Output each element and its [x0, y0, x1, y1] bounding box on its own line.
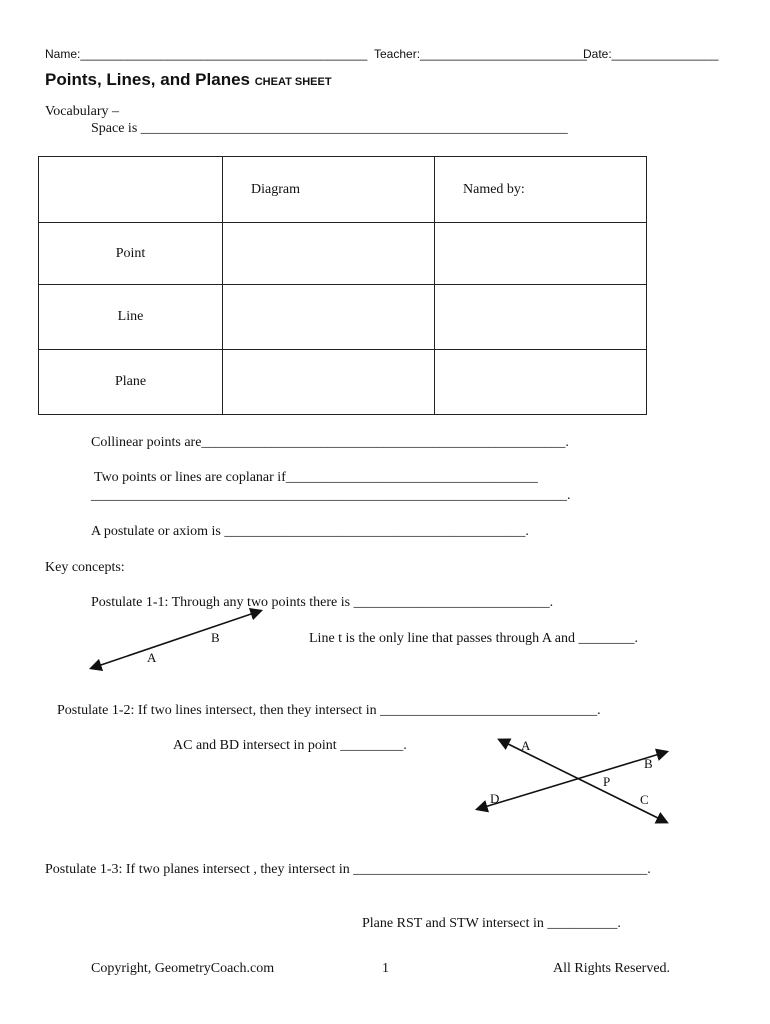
space-definition: Space is _____________________________________________________________ [91, 121, 568, 136]
key-concepts-heading: Key concepts: [45, 560, 125, 575]
footer-copyright: Copyright, GeometryCoach.com [91, 961, 275, 976]
table-row-label: Plane [39, 350, 223, 415]
postulate-1-3-note: Plane RST and STW intersect in __________. [362, 916, 621, 931]
postulate-1-2-note: AC and BD intersect in point _________. [173, 738, 407, 753]
table-cell-diagram[interactable] [223, 285, 435, 350]
table-header-row [39, 157, 647, 223]
table-header-diagram: Diagram [223, 157, 435, 223]
point-a-label: A [521, 738, 531, 753]
vocabulary-heading: Vocabulary – [45, 104, 119, 119]
vocab-table [38, 156, 647, 415]
table-header-named-by: Named by: [435, 157, 647, 223]
coplanar-definition-line2: ____________________________________________________________________. [91, 488, 571, 503]
postulate-definition: A postulate or axiom is ___________________________________________. [91, 524, 529, 539]
postulate-1-3: Postulate 1-3: If two planes intersect , they intersect in __________________________________________. [45, 862, 651, 877]
teacher-field[interactable]: Teacher:_________________________ [374, 47, 587, 61]
table-cell-named-by[interactable] [435, 350, 647, 415]
table-cell-named-by[interactable] [435, 223, 647, 285]
postulate-1-1: Postulate 1-1: Through any two points there is ____________________________. [91, 595, 554, 610]
point-c-label: C [640, 792, 649, 807]
table-row [39, 223, 647, 285]
table-cell-diagram[interactable] [223, 350, 435, 415]
title-main: Points, Lines, and Planes [45, 70, 250, 89]
table-cell-diagram[interactable] [223, 223, 435, 285]
table-row-label: Point [39, 223, 223, 285]
point-d-label: D [490, 791, 500, 806]
point-p-label: P [603, 774, 611, 789]
table-row-label: Line [39, 285, 223, 350]
name-field[interactable]: Name:___________________________________________ [45, 47, 368, 61]
page-title [45, 70, 332, 90]
table-row [39, 285, 647, 350]
point-a-label: A [147, 650, 157, 665]
collinear-definition: Collinear points are____________________________________________________. [91, 435, 569, 450]
title-sub: CHEAT SHEET [254, 76, 332, 88]
coplanar-definition-line1: Two points or lines are coplanar if____________________________________ [94, 470, 538, 485]
footer-page-number: 1 [382, 961, 389, 976]
table-corner-cell [39, 157, 223, 223]
intersecting-lines-diagram [470, 735, 680, 830]
line-t [92, 611, 260, 668]
line-t-diagram [80, 605, 280, 675]
postulate-1-1-note: Line t is the only line that passes through A and ________. [309, 631, 638, 646]
footer-rights: All Rights Reserved. [553, 961, 671, 976]
table-row [39, 350, 647, 415]
point-b-label: B [211, 630, 220, 645]
table-cell-named-by[interactable] [435, 285, 647, 350]
date-field[interactable]: Date:________________ [583, 47, 719, 61]
postulate-1-2: Postulate 1-2: If two lines intersect, then they intersect in _______________________________. [57, 703, 601, 718]
line-bd [478, 752, 666, 809]
point-b-label: B [644, 756, 653, 771]
